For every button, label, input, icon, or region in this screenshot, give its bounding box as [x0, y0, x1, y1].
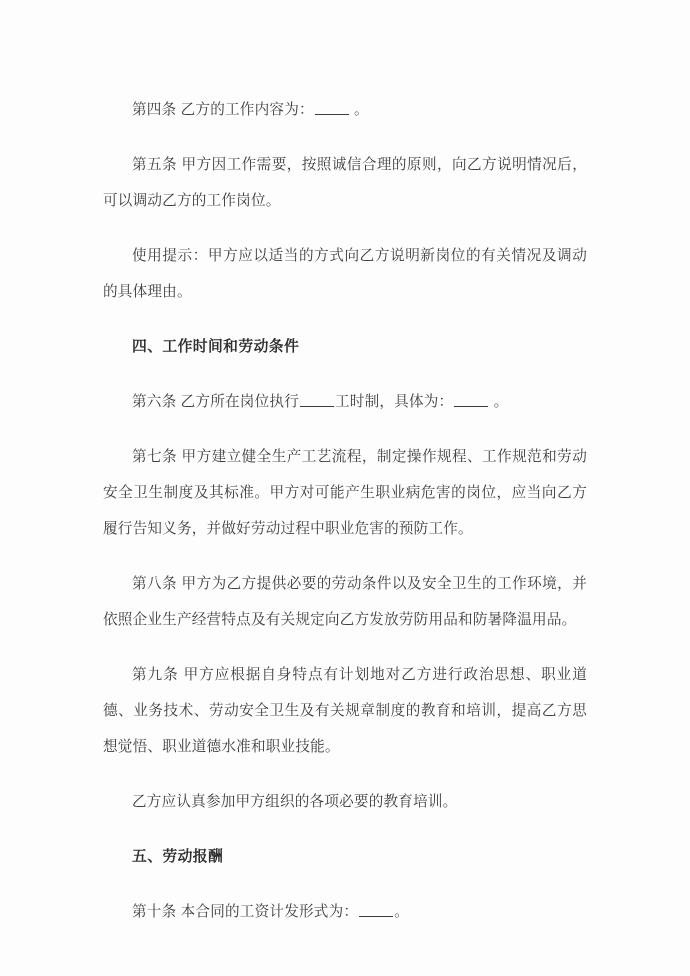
text-run: 四、工作时间和劳动条件 [132, 339, 300, 355]
contract-paragraph [103, 657, 587, 765]
contract-paragraph [103, 92, 587, 128]
contract-paragraph [103, 439, 587, 547]
text-run: 。 [394, 904, 409, 920]
contract-paragraph [103, 384, 587, 420]
text-run: 第七条 甲方建立健全生产工艺流程，制定操作规程、工作规范和劳动安全卫生制度及其标准。甲方对可能产生职业病危害的岗位，应当向乙方履行告知义务，并做好劳动过程中职业危害的预防工作。 [103, 449, 587, 537]
text-run: 五、劳动报酬 [132, 849, 224, 865]
fill-in-blank[interactable] [454, 393, 488, 407]
fill-in-blank[interactable] [359, 903, 393, 917]
text-run: 。 [489, 394, 509, 410]
contract-paragraph [103, 566, 587, 638]
text-run: 工时制，具体为： [335, 394, 454, 410]
section-heading [103, 839, 587, 875]
fill-in-blank[interactable] [315, 101, 349, 115]
fill-in-blank[interactable] [300, 393, 334, 407]
text-run: 第九条 甲方应根据自身特点有计划地对乙方进行政治思想、职业道德、业务技术、劳动安全卫生及有关规章制度的教育和培训，提高乙方思想觉悟、职业道德水准和职业技能。 [103, 667, 587, 755]
text-run: 第十条 本合同的工资计发形式为： [132, 904, 359, 920]
text-run: 第四条 乙方的工作内容为： [132, 102, 314, 118]
text-run: 乙方应认真参加甲方组织的各项必要的教育培训。 [132, 794, 458, 810]
document-text-body [103, 92, 587, 930]
text-run: 第八条 甲方为乙方提供必要的劳动条件以及安全卫生的工作环境，并依照企业生产经营特点及有关规定向乙方发放劳防用品和防暑降温用品。 [103, 576, 587, 628]
text-run: 第五条 甲方因工作需要，按照诚信合理的原则，向乙方说明情况后，可以调动乙方的工作岗位。 [103, 157, 587, 209]
text-run: 。 [349, 102, 369, 118]
contract-paragraph [103, 894, 587, 930]
section-heading [103, 329, 587, 365]
contract-paragraph [103, 784, 587, 820]
contract-paragraph [103, 147, 587, 219]
contract-paragraph [103, 238, 587, 310]
text-run: 使用提示：甲方应以适当的方式向乙方说明新岗位的有关情况及调动的具体理由。 [103, 248, 587, 300]
text-run: 第六条 乙方所在岗位执行 [132, 394, 299, 410]
